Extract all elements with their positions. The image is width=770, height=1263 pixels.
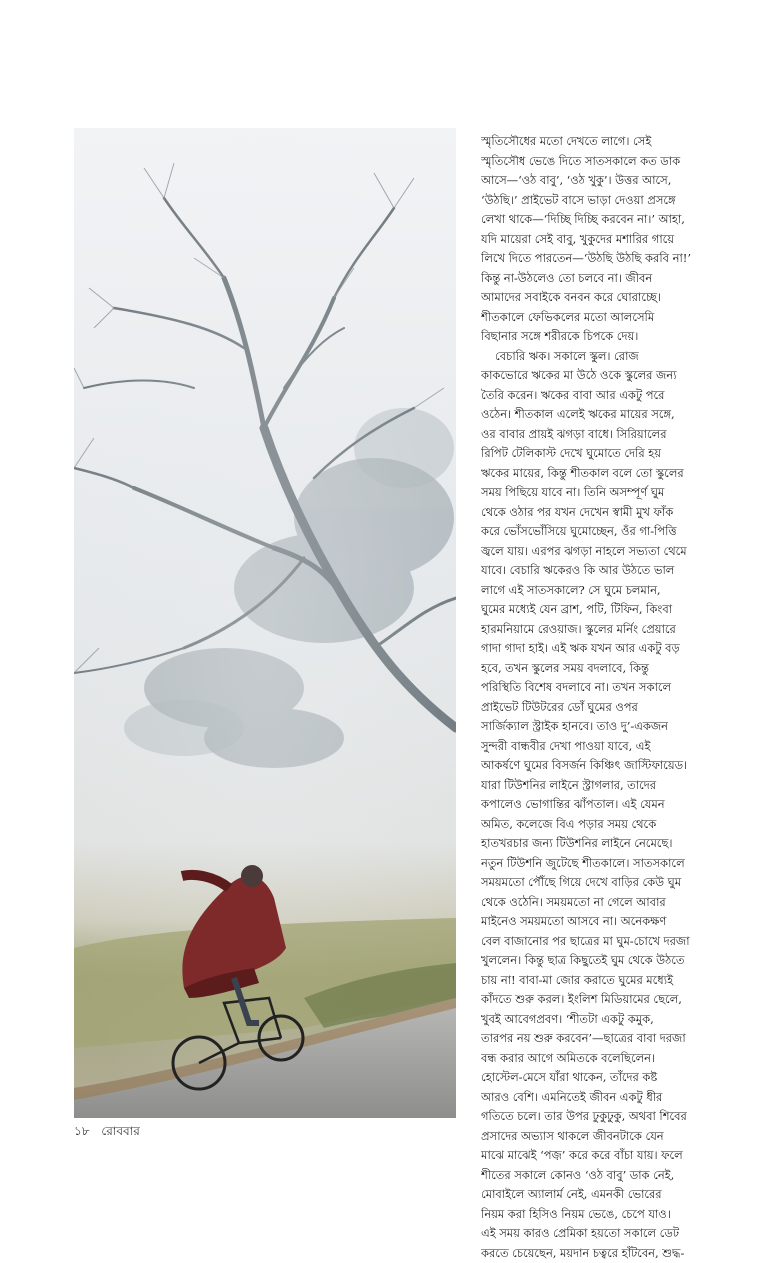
article-line: সুন্দরী বান্ধবীর দেখা পাওয়া যাবে, এই	[481, 737, 699, 757]
article-line: তারপর নয় শুরু করবেন’—ছাত্রের বাবা দরজা	[481, 1029, 699, 1049]
article-line: রিপিট টেলিকাস্ট দেখে ঘুমোতে দেরি হয়	[481, 444, 699, 464]
article-line: স্মৃতিসৌধ ভেঙে দিতে সাতসকালে কত ডাক	[481, 152, 699, 172]
article-line: কিন্তু না-উঠলেও তো চলবে না। জীবন	[481, 269, 699, 289]
article-line: লেখা থাকে—‘দিচ্ছি দিচ্ছি করবেন না।’ আহা,	[481, 210, 699, 230]
article-line: ঘুমের মধ্যেই যেন ব্রাশ, পটি, টিফিন, কিংবা	[481, 600, 699, 620]
article-line: অমিত, কলেজে বিএ পড়ার সময় থেকে	[481, 815, 699, 835]
article-line: সময় পিছিয়ে যাবে না। তিনি অসম্পূর্ণ ঘুম	[481, 483, 699, 503]
article-text	[481, 132, 699, 1263]
article-line: যদি মায়েরা সেই বাবু, খুকুদের মশারির গায়ে	[481, 230, 699, 250]
article-line: তৈরি করেন। ঋকের বাবা আর একটু পরে	[481, 386, 699, 406]
article-line: ওঠেন। শীতকাল এলেই ঋকের মায়ের সঙ্গে,	[481, 405, 699, 425]
article-line: ওর বাবার প্রায়ই ঝগড়া বাধে। সিরিয়ালের	[481, 425, 699, 445]
article-line: এই সময় কারও প্রেমিকা হয়তো সকালে ডেট	[481, 1224, 699, 1244]
article-line: আসে—‘ওঠ বাবু’, ‘ওঠ খুকু’। উত্তর আসে,	[481, 171, 699, 191]
article-line: হোস্টেল-মেসে যাঁরা থাকেন, তাঁদের কষ্ট	[481, 1068, 699, 1088]
article-line: স্মৃতিসৌধের মতো দেখতে লাগে। সেই	[481, 132, 699, 152]
article-line: নতুন টিউশনি জুটেছে শীতকালে। সাতসকালে	[481, 854, 699, 874]
article-line: গতিতে চলে। তার উপর ঢুকুঢুকু, অথবা শিবের	[481, 1107, 699, 1127]
article-line: আরও বেশি। এমনিতেই জীবন একটু ধীর	[481, 1088, 699, 1108]
article-line: হারমনিয়ামে রেওয়াজ। স্কুলের মর্নিং প্রেয়ারে	[481, 620, 699, 640]
article-paragraph-start: বেচারি ঋক। সকালে স্কুল। রোজ	[481, 347, 699, 367]
article-line: আকর্ষণে ঘুমের বিসর্জন কিঞ্চিৎ জাস্টিফায়েড।	[481, 756, 699, 776]
article-line: লাগে এই সাতসকালে? সে ঘুমে চলমান,	[481, 581, 699, 601]
article-line: যাবে। বেচারি ঋকেরও কি আর উঠতে ভাল	[481, 561, 699, 581]
magazine-name: রোববার	[101, 1124, 139, 1138]
article-photo	[74, 128, 456, 1118]
article-line: কাকভোরে ঋকের মা উঠে ওকে স্কুলের জন্য	[481, 366, 699, 386]
foggy-road-cyclist-image	[74, 128, 456, 1118]
article-line: আমাদের সবাইকে বনবন করে ঘোরাচ্ছে।	[481, 288, 699, 308]
article-line: খুবই আবেগপ্রবণ। ‘শীতটা একটু কমুক,	[481, 1010, 699, 1030]
article-line: বন্ধ করার আগে অমিতকে বলেছিলেন।	[481, 1049, 699, 1069]
article-line: করতে চেয়েছেন, ময়দান চত্বরে হাঁটবেন, শুদ্ধ-	[481, 1244, 699, 1263]
article-line: ঋকের মায়ের, কিন্তু শীতকাল বলে তো স্কুলের	[481, 464, 699, 484]
article-line: মাঝে মাঝেই ‘পজ়’ করে করে বাঁচা যায়। ফলে	[481, 1146, 699, 1166]
article-line: লিখে দিতে পারতেন—‘উঠছি উঠছি করবি না!’	[481, 249, 699, 269]
page-number: ১৮	[74, 1124, 90, 1138]
article-line: যারা টিউশনির লাইনে স্ট্রাগলার, তাদের	[481, 776, 699, 796]
article-line: শীতের সকালে কোনও ‘ওঠ বাবু’ ডাক নেই,	[481, 1166, 699, 1186]
article-line: হবে, তখন স্কুলের সময় বদলাবে, কিন্তু	[481, 659, 699, 679]
article-line: কপালেও ভোগান্তির ঝাঁপতাল। এই যেমন	[481, 795, 699, 815]
article-line: শীতকালে ফেভিকলের মতো আলসেমি	[481, 308, 699, 328]
article-line: খুললেন। কিন্তু ছাত্র কিছুতেই ঘুম থেকে উঠতে	[481, 951, 699, 971]
article-line: থেকে ওঠার পর যখন দেখেন স্বামী মুখ ফাঁক	[481, 503, 699, 523]
article-line: প্রসাদের অভ্যাস থাকলে জীবনটাকে যেন	[481, 1127, 699, 1147]
article-line: ‘উঠছি।’ প্রাইভেট বাসে ভাড়া দেওয়া প্রসঙ্গে	[481, 191, 699, 211]
page-footer	[74, 1123, 148, 1143]
article-line: জ্বলে যায়। এরপর ঝগড়া নাহলে সভ্যতা থেমে	[481, 542, 699, 562]
article-line: বিছানার সঙ্গে শরীরকে চিপকে দেয়।	[481, 327, 699, 347]
article-line: চায় না! বাবা-মা জোর করাতে ঘুমের মধ্যেই	[481, 971, 699, 991]
article-line: মাইনেও সময়মতো আসবে না। অনেকক্ষণ	[481, 912, 699, 932]
article-line: গাদা গাদা হাই। এই ঋক যখন আর একটু বড়	[481, 639, 699, 659]
article-line: করে ভোঁসভোঁসিয়ে ঘুমোচ্ছেন, ওঁর গা-পিত্তি	[481, 522, 699, 542]
article-line: বেল বাজানোর পর ছাত্রের মা ঘুম-চোখে দরজা	[481, 932, 699, 952]
article-line: মোবাইলে অ্যালার্ম নেই, এমনকী ভোরের	[481, 1185, 699, 1205]
article-line: হাতখরচার জন্য টিউশনির লাইনে নেমেছে।	[481, 834, 699, 854]
article-line: সার্জিক্যাল স্ট্রাইক হানবে। তাও দু’-একজন	[481, 717, 699, 737]
article-line: প্রাইভেট টিউটরের ডোঁ ঘুমের ওপর	[481, 698, 699, 718]
article-line: নিয়ম করা হিসিও নিয়ম ভেঙে, চেপে যাও।	[481, 1205, 699, 1225]
article-line: সময়মতো পৌঁছে গিয়ে দেখে বাড়ির কেউ ঘুম	[481, 873, 699, 893]
article-line: থেকে ওঠেনি। সময়মতো না গেলে আবার	[481, 893, 699, 913]
article-line: পরিস্থিতি বিশেষ বদলাবে না। তখন সকালে	[481, 678, 699, 698]
article-line: কাঁদতে শুরু করল। ইংলিশ মিডিয়ামের ছেলে,	[481, 990, 699, 1010]
